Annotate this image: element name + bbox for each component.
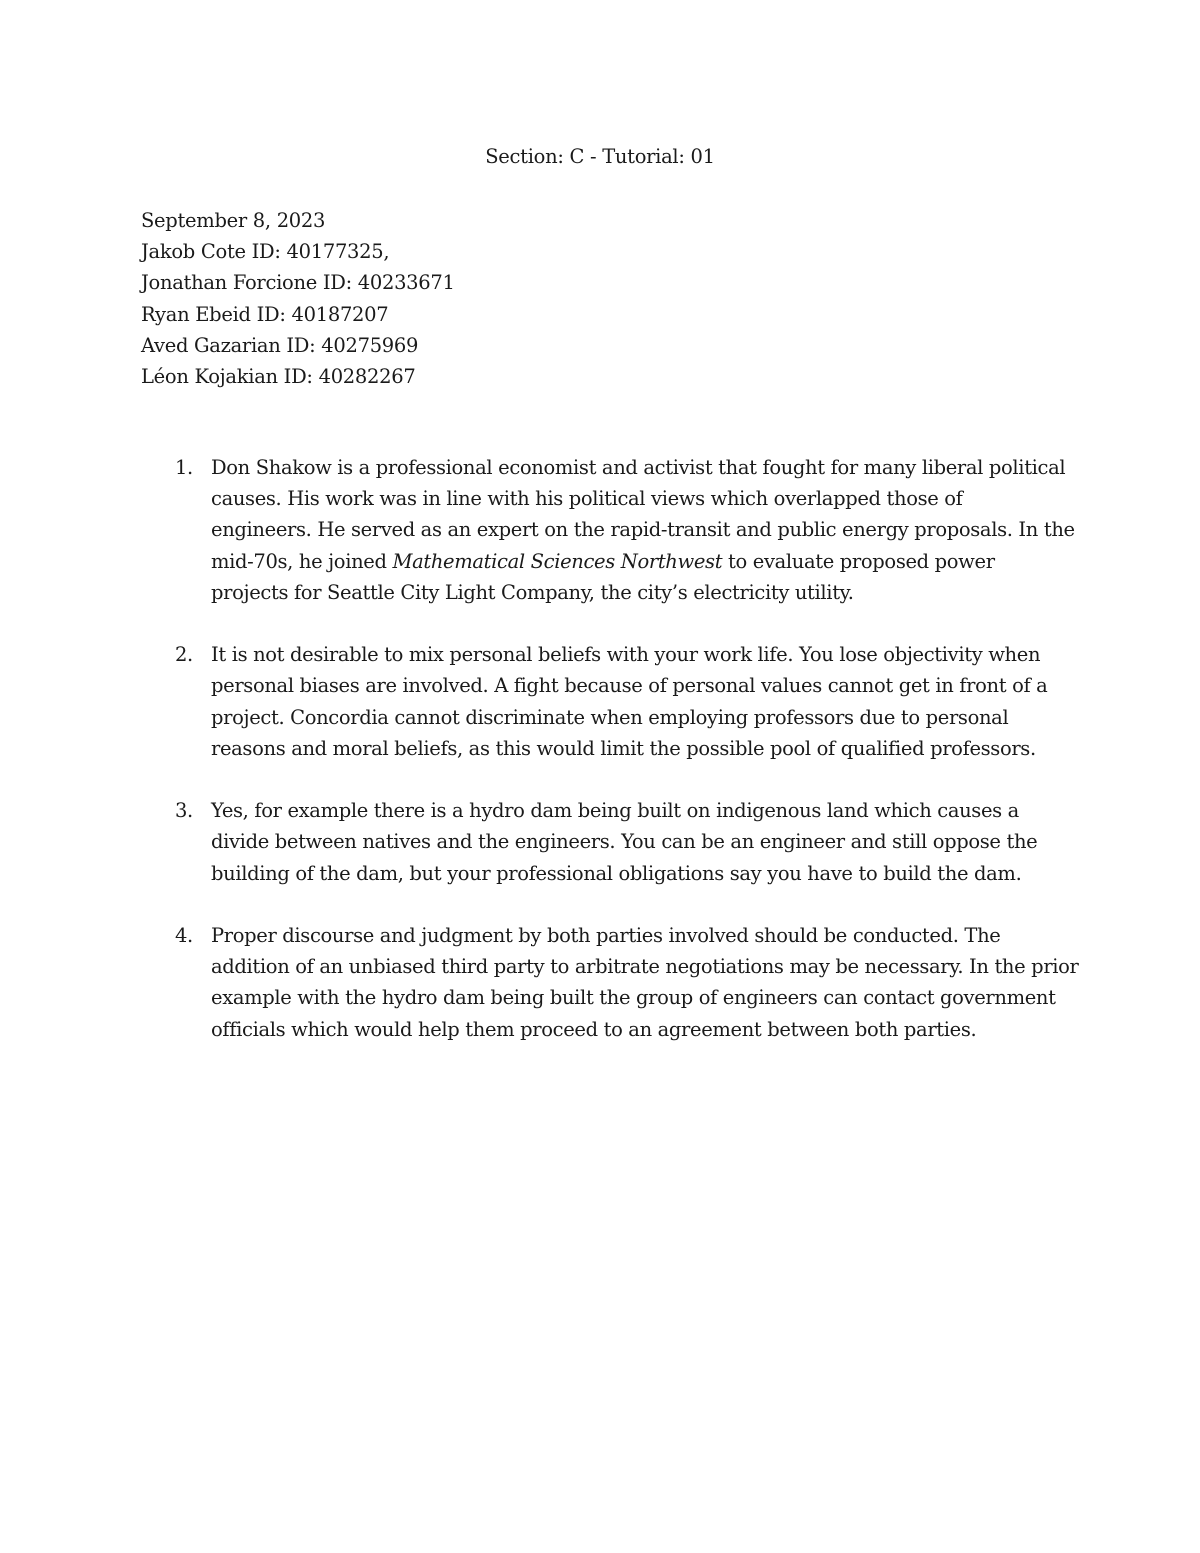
answer-number: 1. — [175, 456, 193, 479]
answer-line: projects for Seattle City Light Company, the city’s electricity utility. — [211, 580, 854, 604]
answer-number: 2. — [175, 643, 193, 667]
answer-line: officials which would help them proceed to an agreement between both parties. — [211, 1017, 977, 1041]
answer-line: Proper discourse and judgment by both parties involved should be conducted. The — [211, 924, 1001, 947]
answer-item-2 — [141, 639, 1066, 764]
answer-item-3 — [141, 795, 1066, 889]
answer-line — [211, 546, 1066, 577]
document-title: Section: C - Tutorial: 01 — [485, 145, 715, 168]
answer-item-1 — [141, 452, 1075, 608]
date-line: September 8, 2023 — [141, 209, 326, 232]
answer-number: 3. — [175, 799, 193, 823]
answer-line: addition of an unbiased third party to arbitrate negotiations may be necessary. In the prior — [211, 955, 1079, 979]
answer-item-4 — [141, 920, 1079, 1045]
answer-text: mid-70s, he joined — [211, 549, 393, 573]
header-block — [141, 205, 455, 392]
answer-line: It is not desirable to mix personal beliefs with your work life. You lose objectivity when — [211, 643, 1041, 667]
answer-line: engineers. He served as an expert on the rapid-transit and public energy proposals. In the — [211, 518, 1075, 542]
answer-line: Don Shakow is a professional economist and activist that fought for many liberal political — [211, 456, 1066, 479]
member-line: Aved Gazarian ID: 40275969 — [141, 333, 419, 357]
answer-text: to evaluate proposed power — [722, 549, 995, 573]
answer-line: divide between natives and the engineers. You can be an engineer and still oppose the — [211, 830, 1038, 854]
answer-line: reasons and moral beliefs, as this would limit the possible pool of qualified professors. — [211, 736, 1036, 760]
answer-line: example with the hydro dam being built the group of engineers can contact government — [211, 986, 1056, 1010]
answer-line: building of the dam, but your professional obligations say you have to build the dam. — [211, 861, 1022, 885]
member-line: Jonathan Forcione ID: 40233671 — [141, 271, 455, 295]
answer-line: project. Concordia cannot discriminate when employing professors due to personal — [211, 705, 1009, 729]
member-line: Léon Kojakian ID: 40282267 — [141, 365, 416, 389]
answer-number: 4. — [175, 924, 193, 947]
company-name-italic: Mathematical Sciences Northwest — [392, 549, 723, 573]
answer-line: Yes, for example there is a hydro dam being built on indigenous land which causes a — [211, 799, 1019, 823]
answer-line: personal biases are involved. A fight because of personal values cannot get in front of a — [211, 674, 1048, 698]
answer-list — [141, 452, 1079, 1076]
member-line: Jakob Cote ID: 40177325, — [141, 240, 390, 264]
answer-line: causes. His work was in line with his political views which overlapped those of — [211, 487, 963, 511]
member-line: Ryan Ebeid ID: 40187207 — [141, 302, 389, 326]
